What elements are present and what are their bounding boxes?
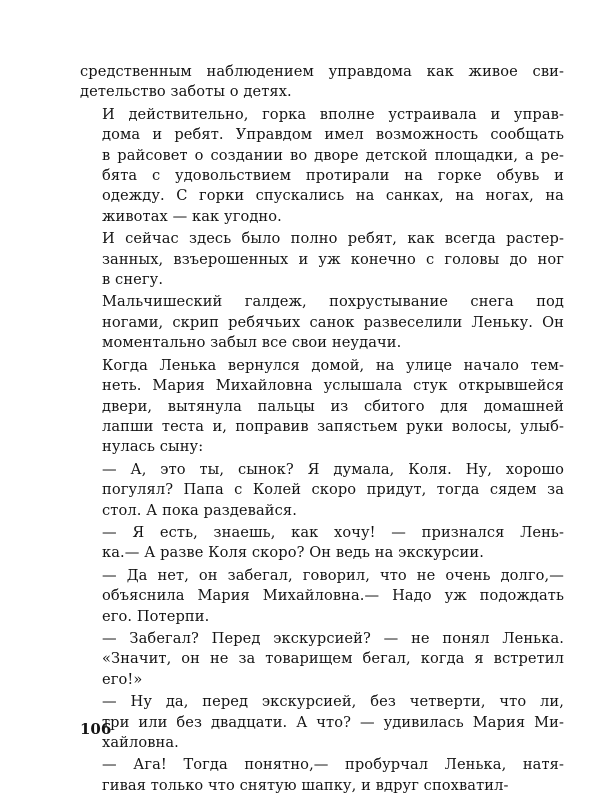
text-line: — Ага! Тогда понятно,— пробурчал Ленька, натя- <box>102 756 564 774</box>
text-line: дома и ребят. Управдом имел возможность сообщать <box>102 126 564 144</box>
text-line: моментально забыл все свои неудачи. <box>102 334 402 352</box>
paragraph <box>80 62 564 103</box>
text-line: нулась сыну: <box>102 438 204 456</box>
paragraph <box>80 566 564 627</box>
text-line: гивая только что снятую шапку, и вдруг спохватил- <box>102 776 509 794</box>
paragraph <box>80 692 564 753</box>
paragraph <box>80 629 564 690</box>
text-line: — Ну да, перед экскурсией, без четверти, что ли, <box>102 693 564 711</box>
text-line: — Я есть, знаешь, как хочу! — признался Лень- <box>102 523 564 541</box>
paragraph <box>80 356 564 458</box>
text-line: три или без двадцати. А что? — удивилась Мария Ми- <box>102 713 564 731</box>
page-number: 106 <box>80 720 112 738</box>
text-line: — Да нет, он забегал, говорил, что не очень долго,— <box>102 566 564 584</box>
paragraph <box>80 229 564 290</box>
text-line: бята с удовольствием протирали на горке обувь и <box>102 167 564 185</box>
text-line: ка.— А разве Коля скоро? Он ведь на экскурсии. <box>102 544 484 562</box>
text-line: лапши теста и, поправив запястьем руки волосы, улыб- <box>102 417 564 435</box>
text-line: — А, это ты, сынок? Я думала, Коля. Ну, хорошо <box>102 460 564 478</box>
paragraph <box>80 755 564 796</box>
text-line: И действительно, горка вполне устраивала и управ- <box>102 105 564 123</box>
text-line: погулял? Папа с Колей скоро придут, тогда сядем за <box>102 481 564 499</box>
paragraph <box>80 292 564 353</box>
text-line: «Значит, он не за товарищем бегал, когда я встретил <box>102 650 564 668</box>
text-line: Мальчишеский галдеж, похрустывание снега под <box>102 293 564 311</box>
text-line: в райсовет о создании во дворе детской площадки, а ре- <box>102 146 564 164</box>
text-line: его!» <box>102 670 143 688</box>
text-line: двери, вытянула пальцы из сбитого для домашней <box>102 397 564 415</box>
text-line: средственным наблюдением управдома как живое сви- <box>80 63 564 80</box>
text-line: Когда Ленька вернулся домой, на улице начало тем- <box>102 356 564 374</box>
text-line: — Забегал? Перед экскурсией? — не понял Ленька. <box>102 629 564 647</box>
text-line: одежду. С горки спускались на санках, на ногах, на <box>102 187 564 205</box>
text-line: неть. Мария Михайловна услышала стук открывшейся <box>102 377 564 395</box>
paragraph <box>80 105 564 227</box>
text-line: стол. А пока раздевайся. <box>102 501 297 519</box>
text-line: ногами, скрип ребячьих санок развеселили Леньку. Он <box>102 313 564 331</box>
text-line: в снегу. <box>102 271 164 289</box>
text-line: И сейчас здесь было полно ребят, как всегда растер- <box>102 230 564 248</box>
text-line: животах — как угодно. <box>102 207 282 225</box>
text-line: его. Потерпи. <box>102 607 210 625</box>
page-text <box>80 62 564 798</box>
text-line: занных, взъерошенных и уж конечно с головы до ног <box>102 250 564 268</box>
paragraph <box>80 523 564 564</box>
text-line: хайловна. <box>102 734 179 751</box>
text-line: детельство заботы о детях. <box>80 83 292 101</box>
text-line: объяснила Мария Михайловна.— Надо уж подождать <box>102 587 564 605</box>
paragraph <box>80 460 564 521</box>
